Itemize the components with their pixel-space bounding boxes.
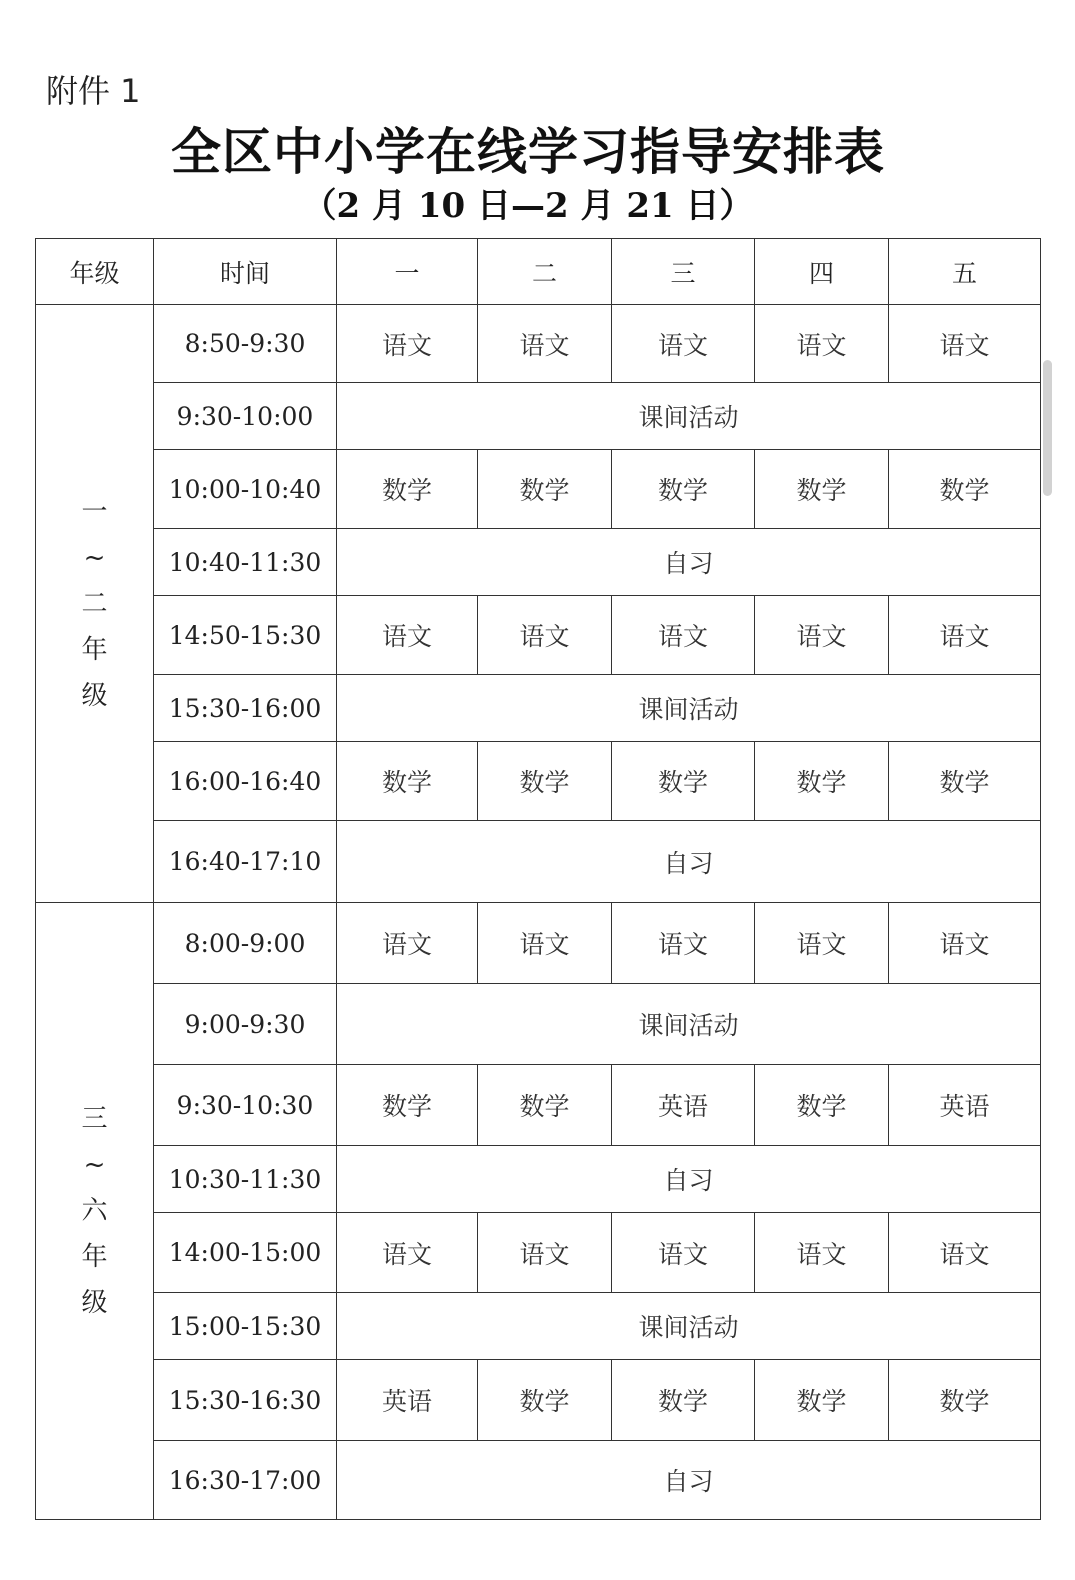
schedule-table xyxy=(35,238,1041,1520)
grade-cell xyxy=(36,305,154,903)
subject-cell: 数学 xyxy=(478,450,612,529)
table-row xyxy=(36,1441,1041,1520)
page-subtitle: （2 月 10 日—2 月 21 日） xyxy=(302,186,754,226)
table-row xyxy=(36,1360,1041,1441)
table-row xyxy=(36,1146,1041,1213)
table-row xyxy=(36,383,1041,450)
table-row xyxy=(36,903,1041,984)
header-time: 时间 xyxy=(154,239,337,305)
time-cell: 10:30-11:30 xyxy=(154,1146,337,1213)
page-title: 全区中小学在线学习指导安排表 xyxy=(171,123,885,181)
subject-cell: 语文 xyxy=(478,596,612,675)
subject-cell: 数学 xyxy=(337,1065,478,1146)
subject-cell: 数学 xyxy=(755,1360,889,1441)
subject-cell: 数学 xyxy=(755,742,889,821)
subject-cell: 语文 xyxy=(478,305,612,383)
header-grade: 年级 xyxy=(36,239,154,305)
subject-cell: 语文 xyxy=(478,903,612,984)
header-row xyxy=(36,239,1041,305)
grade-char: 一 xyxy=(81,496,108,527)
table-row xyxy=(36,1293,1041,1360)
header-thu: 四 xyxy=(755,239,889,305)
activity-cell: 课间活动 xyxy=(337,675,1041,742)
header-tue: 二 xyxy=(478,239,612,305)
subject-cell: 语文 xyxy=(755,903,889,984)
table-row xyxy=(36,984,1041,1065)
grade-char: ~ xyxy=(83,542,106,573)
subject-cell: 数学 xyxy=(889,450,1041,529)
subject-cell: 英语 xyxy=(337,1360,478,1441)
subject-cell: 语文 xyxy=(755,1213,889,1293)
subject-cell: 数学 xyxy=(478,1360,612,1441)
subject-cell: 语文 xyxy=(337,305,478,383)
subject-cell: 数学 xyxy=(337,742,478,821)
table-row xyxy=(36,742,1041,821)
subject-cell: 数学 xyxy=(612,742,755,821)
table-row xyxy=(36,1065,1041,1146)
time-cell: 16:00-16:40 xyxy=(154,742,337,821)
table-row xyxy=(36,1213,1041,1293)
subject-cell: 语文 xyxy=(337,1213,478,1293)
time-cell: 15:30-16:00 xyxy=(154,675,337,742)
activity-cell: 课间活动 xyxy=(337,1293,1041,1360)
scrollbar[interactable] xyxy=(1043,360,1052,496)
subject-cell: 语文 xyxy=(612,305,755,383)
table-row xyxy=(36,821,1041,903)
activity-cell: 自习 xyxy=(337,821,1041,903)
grade-cell xyxy=(36,903,154,1520)
subject-cell: 语文 xyxy=(755,596,889,675)
subject-cell: 数学 xyxy=(612,450,755,529)
activity-cell: 自习 xyxy=(337,1441,1041,1520)
subject-cell: 语文 xyxy=(889,903,1041,984)
grade-char: 级 xyxy=(81,680,108,711)
grade-char: 三 xyxy=(81,1104,108,1134)
time-cell: 16:40-17:10 xyxy=(154,821,337,903)
grade-char: 年 xyxy=(81,1242,108,1272)
table-row xyxy=(36,529,1041,596)
time-cell: 10:40-11:30 xyxy=(154,529,337,596)
table-row xyxy=(36,675,1041,742)
subject-cell: 数学 xyxy=(612,1360,755,1441)
header-mon: 一 xyxy=(337,239,478,305)
subject-cell: 数学 xyxy=(889,1360,1041,1441)
activity-cell: 课间活动 xyxy=(337,383,1041,450)
grade-char: 级 xyxy=(81,1288,108,1318)
time-cell: 9:30-10:30 xyxy=(154,1065,337,1146)
time-cell: 10:00-10:40 xyxy=(154,450,337,529)
time-cell: 9:00-9:30 xyxy=(154,984,337,1065)
grade-char: 二 xyxy=(81,588,108,619)
time-cell: 8:00-9:00 xyxy=(154,903,337,984)
subject-cell: 语文 xyxy=(889,1213,1041,1293)
time-cell: 16:30-17:00 xyxy=(154,1441,337,1520)
subject-cell: 数学 xyxy=(755,1065,889,1146)
activity-cell: 课间活动 xyxy=(337,984,1041,1065)
subject-cell: 英语 xyxy=(612,1065,755,1146)
header-fri: 五 xyxy=(889,239,1041,305)
grade-char: 六 xyxy=(81,1196,108,1226)
table-row xyxy=(36,305,1041,383)
subject-cell: 语文 xyxy=(612,1213,755,1293)
subject-cell: 数学 xyxy=(337,450,478,529)
activity-cell: 自习 xyxy=(337,1146,1041,1213)
header-wed: 三 xyxy=(612,239,755,305)
subject-cell: 语文 xyxy=(755,305,889,383)
activity-cell: 自习 xyxy=(337,529,1041,596)
table-row xyxy=(36,596,1041,675)
time-cell: 14:00-15:00 xyxy=(154,1213,337,1293)
subject-cell: 语文 xyxy=(337,596,478,675)
subject-cell: 数学 xyxy=(478,742,612,821)
subject-cell: 语文 xyxy=(337,903,478,984)
subject-cell: 语文 xyxy=(478,1213,612,1293)
time-cell: 9:30-10:00 xyxy=(154,383,337,450)
time-cell: 8:50-9:30 xyxy=(154,305,337,383)
subject-cell: 语文 xyxy=(889,305,1041,383)
table-row xyxy=(36,450,1041,529)
attachment-label: 附件 1 xyxy=(46,72,141,110)
subject-cell: 语文 xyxy=(612,596,755,675)
subject-cell: 语文 xyxy=(889,596,1041,675)
grade-char: ~ xyxy=(83,1150,106,1180)
subject-cell: 数学 xyxy=(889,742,1041,821)
time-cell: 14:50-15:30 xyxy=(154,596,337,675)
subject-cell: 英语 xyxy=(889,1065,1041,1146)
time-cell: 15:00-15:30 xyxy=(154,1293,337,1360)
subject-cell: 数学 xyxy=(478,1065,612,1146)
subject-cell: 语文 xyxy=(612,903,755,984)
time-cell: 15:30-16:30 xyxy=(154,1360,337,1441)
schedule-body xyxy=(36,305,1041,1520)
subject-cell: 数学 xyxy=(755,450,889,529)
grade-char: 年 xyxy=(81,634,108,665)
